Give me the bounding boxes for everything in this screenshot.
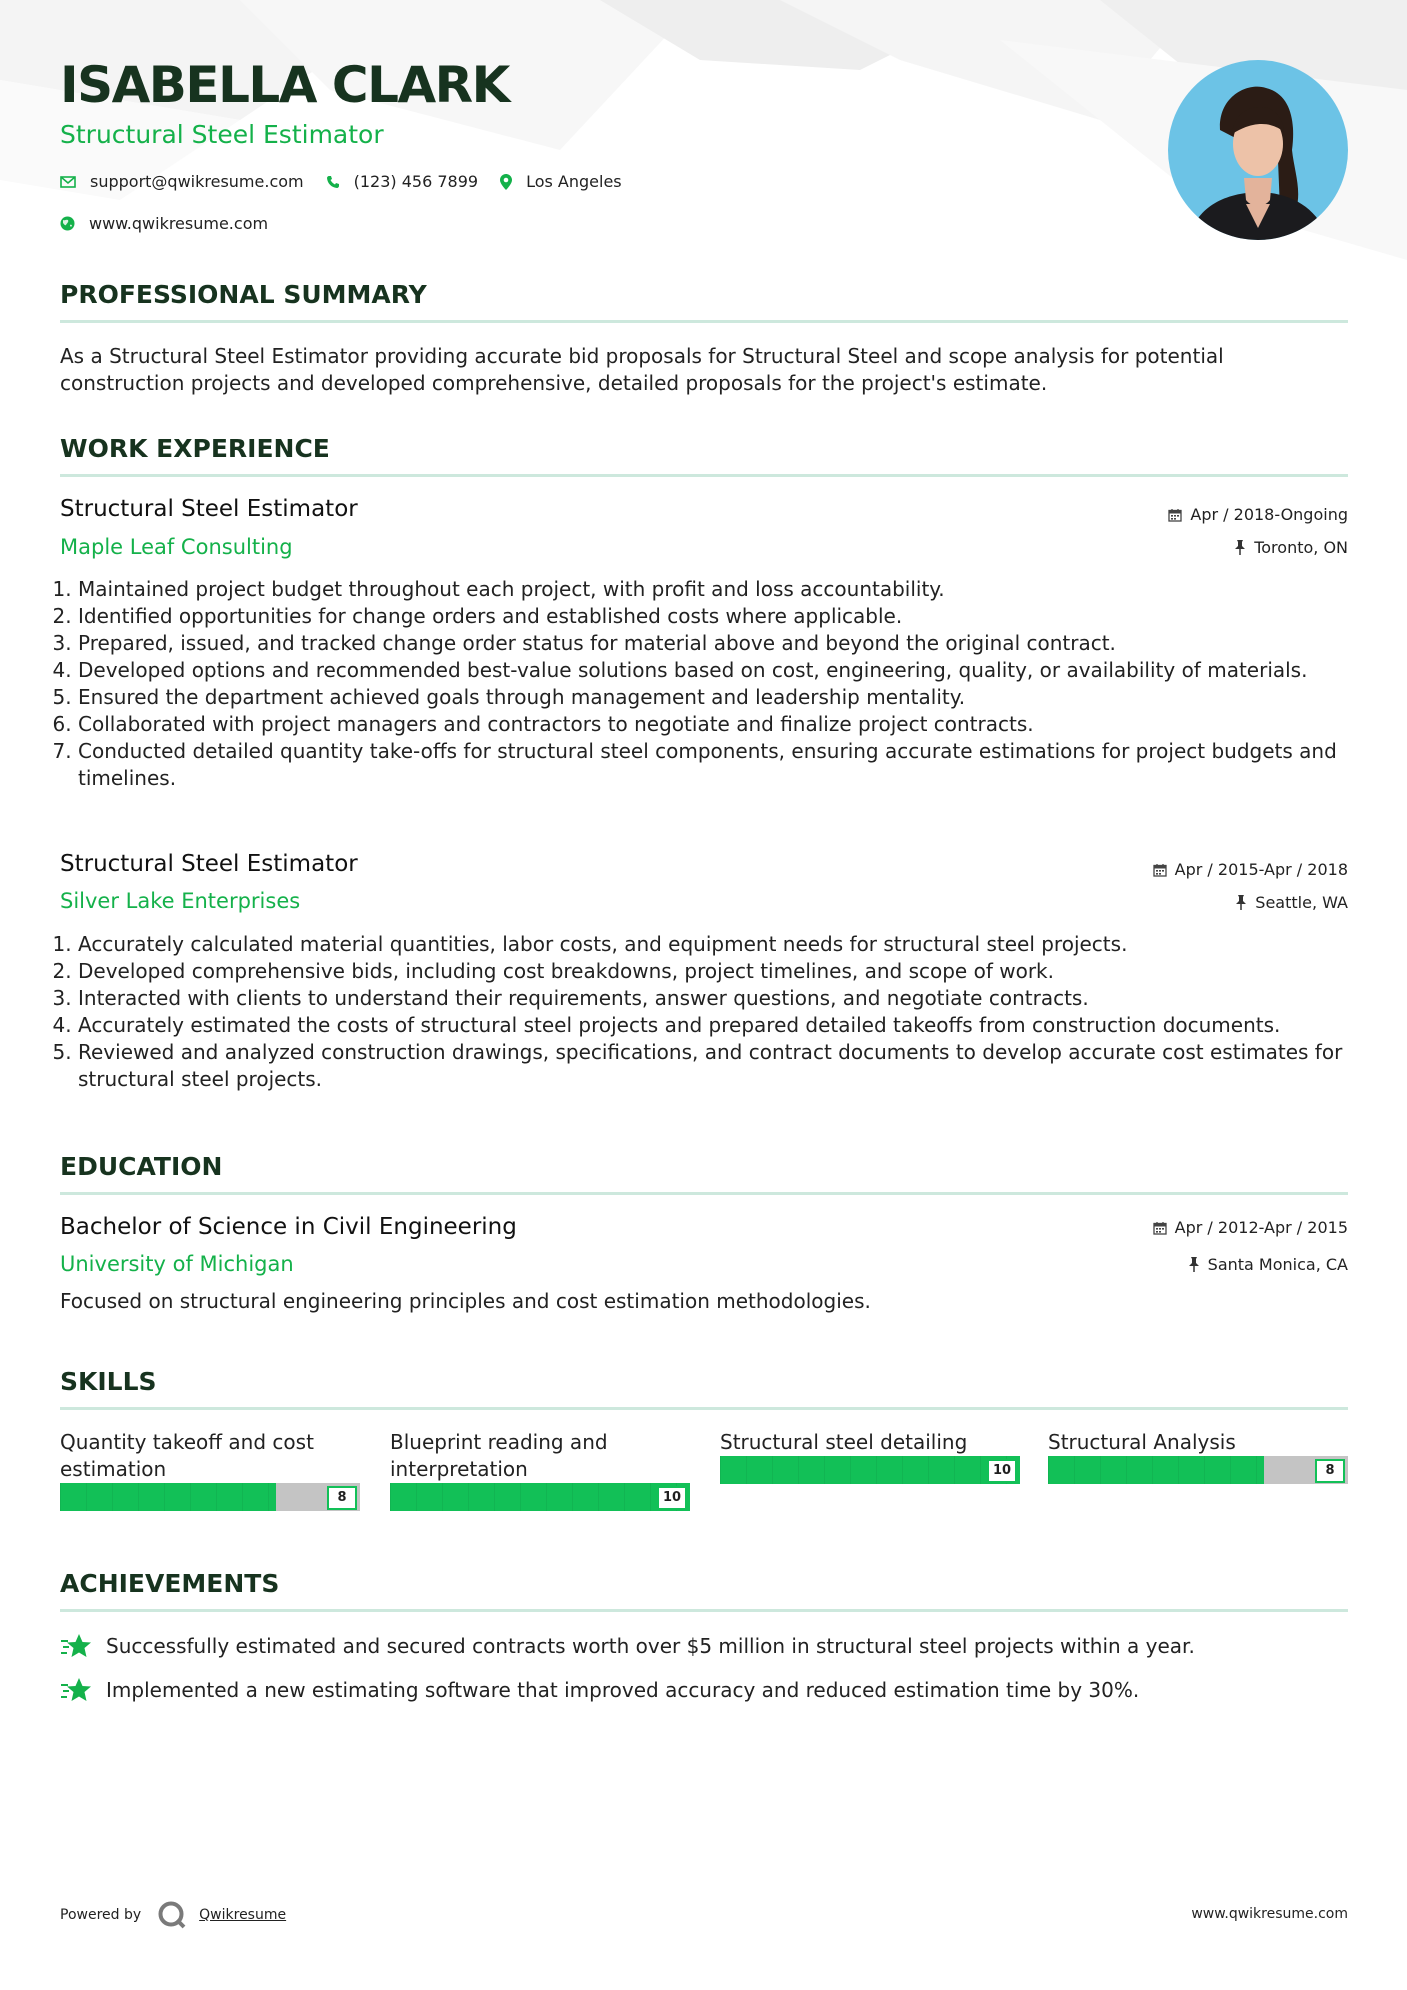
list-item: 3. Prepared, issued, and tracked change order status for material above and beyond the original contract. — [78, 630, 1366, 657]
skill-name: Blueprint reading and interpretation — [390, 1430, 608, 1481]
star-badge-icon — [60, 1676, 92, 1704]
education-location-text: Santa Monica, CA — [1207, 1255, 1348, 1274]
map-pin-icon — [500, 174, 512, 190]
avatar — [1168, 60, 1348, 240]
contact-row-website — [60, 214, 290, 233]
list-item: 7. Conducted detailed quantity take-offs for structural steel components, ensuring accurate estimations for project budgets and timelines. — [78, 738, 1366, 792]
star-badge-icon — [60, 1632, 92, 1660]
degree-title: Bachelor of Science in Civil Engineering — [60, 1214, 517, 1240]
contact-website[interactable] — [60, 214, 268, 233]
website-text: www.qwikresume.com — [89, 214, 269, 233]
skill-bar — [390, 1483, 690, 1511]
list-item: 5. Ensured the department achieved goals through management and leadership mentality. — [78, 684, 1366, 711]
calendar-icon — [1153, 863, 1167, 877]
skill-level: 8 — [327, 1486, 357, 1510]
qwikresume-logo-icon — [157, 1900, 187, 1930]
education-location — [1188, 1255, 1348, 1274]
globe-icon — [60, 216, 75, 231]
skill-bar — [1048, 1456, 1348, 1484]
email-text: support@qwikresume.com — [90, 172, 304, 191]
job-dates-text: Apr / 2018-Ongoing — [1190, 505, 1348, 524]
job-dates — [1153, 860, 1348, 879]
achievement-text: Implemented a new estimating software that improved accuracy and reduced estimation time by 30%. — [106, 1678, 1140, 1702]
list-item: 4. Developed options and recommended best-value solutions based on cost, engineering, quality, or availability of materials. — [78, 657, 1366, 684]
skill-fill — [1048, 1456, 1264, 1484]
achievements-heading: ACHIEVEMENTS — [60, 1569, 1348, 1612]
achievement-text: Successfully estimated and secured contracts worth over $5 million in structural steel projects within a year. — [106, 1634, 1195, 1658]
contact-location — [500, 172, 622, 191]
skill-item — [720, 1429, 1020, 1484]
contact-email[interactable] — [60, 172, 304, 191]
pushpin-icon — [1235, 895, 1247, 910]
skill-level: 8 — [1315, 1459, 1345, 1483]
candidate-title: Structural Steel Estimator — [60, 120, 384, 149]
list-item: 6. Collaborated with project managers and contractors to negotiate and finalize project contracts. — [78, 711, 1366, 738]
list-item: 5. Reviewed and analyzed construction drawings, specifications, and contract documents to develop accurate cost estimates for structural steel projects. — [78, 1039, 1366, 1093]
list-item: 2. Developed comprehensive bids, including cost breakdowns, project timelines, and scope of work. — [78, 958, 1366, 985]
experience-heading: WORK EXPERIENCE — [60, 434, 1348, 477]
contact-phone[interactable] — [326, 172, 478, 191]
job-dates-text: Apr / 2015-Apr / 2018 — [1174, 860, 1348, 879]
achievement-item — [60, 1676, 1139, 1704]
education-description: Focused on structural engineering principles and cost estimation methodologies. — [60, 1289, 871, 1313]
calendar-icon — [1153, 1221, 1167, 1235]
envelope-icon — [60, 176, 76, 188]
job-title: Structural Steel Estimator — [60, 851, 358, 877]
skill-level: 10 — [987, 1459, 1017, 1483]
list-item: 2. Identified opportunities for change orders and established costs where applicable. — [78, 603, 1366, 630]
job-title: Structural Steel Estimator — [60, 496, 358, 522]
location-text: Los Angeles — [526, 172, 622, 191]
education-dates-text: Apr / 2012-Apr / 2015 — [1174, 1218, 1348, 1237]
skill-item — [390, 1429, 690, 1511]
phone-text: (123) 456 7899 — [353, 172, 479, 191]
profile-photo — [1168, 60, 1348, 240]
skill-item — [60, 1429, 360, 1511]
footer-powered-by — [60, 1900, 286, 1930]
skill-name: Structural steel detailing — [720, 1430, 968, 1454]
pushpin-icon — [1188, 1257, 1200, 1272]
pushpin-icon — [1234, 540, 1246, 555]
school-name: University of Michigan — [60, 1252, 294, 1276]
job-bullets — [60, 576, 1366, 792]
candidate-name: ISABELLA CLARK — [60, 56, 509, 114]
footer-website[interactable]: www.qwikresume.com — [1191, 1906, 1348, 1922]
list-item: 4. Accurately estimated the costs of structural steel projects and prepared detailed takeoffs from construction documents. — [78, 1012, 1366, 1039]
list-item: 1. Maintained project budget throughout each project, with profit and loss accountability. — [78, 576, 1366, 603]
job-bullets — [60, 931, 1366, 1093]
job-location — [1234, 538, 1348, 557]
skill-item — [1048, 1429, 1348, 1484]
skill-level: 10 — [657, 1486, 687, 1510]
skill-fill — [720, 1456, 1020, 1484]
job-location-text: Toronto, ON — [1254, 538, 1348, 557]
job-company: Silver Lake Enterprises — [60, 889, 301, 913]
skill-fill — [390, 1483, 690, 1511]
calendar-icon — [1168, 508, 1182, 522]
list-item: 3. Interacted with clients to understand their requirements, answer questions, and negotiate contracts. — [78, 985, 1366, 1012]
education-heading: EDUCATION — [60, 1152, 1348, 1195]
job-dates — [1168, 505, 1348, 524]
skill-name: Structural Analysis — [1048, 1430, 1236, 1454]
job-location-text: Seattle, WA — [1255, 893, 1348, 912]
job-company: Maple Leaf Consulting — [60, 535, 293, 559]
summary-text: As a Structural Steel Estimator providing accurate bid proposals for Structural Steel and scope analysis for potential construction projects and developed comprehensive, detailed proposals for the project's estimate. — [60, 344, 1224, 395]
phone-icon — [326, 175, 340, 189]
summary-heading: PROFESSIONAL SUMMARY — [60, 280, 1348, 323]
achievement-item — [60, 1632, 1195, 1660]
education-dates — [1153, 1218, 1348, 1237]
job-location — [1235, 893, 1348, 912]
contact-row — [60, 172, 644, 191]
powered-by-label: Powered by — [60, 1907, 142, 1923]
skills-heading: SKILLS — [60, 1367, 1348, 1410]
list-item: 1. Accurately calculated material quantities, labor costs, and equipment needs for structural steel projects. — [78, 931, 1366, 958]
skill-bar — [60, 1483, 360, 1511]
skill-bar — [720, 1456, 1020, 1484]
skill-name: Quantity takeoff and cost estimation — [60, 1430, 314, 1481]
qwikresume-link[interactable]: Qwikresume — [199, 1907, 287, 1923]
skill-fill — [60, 1483, 276, 1511]
